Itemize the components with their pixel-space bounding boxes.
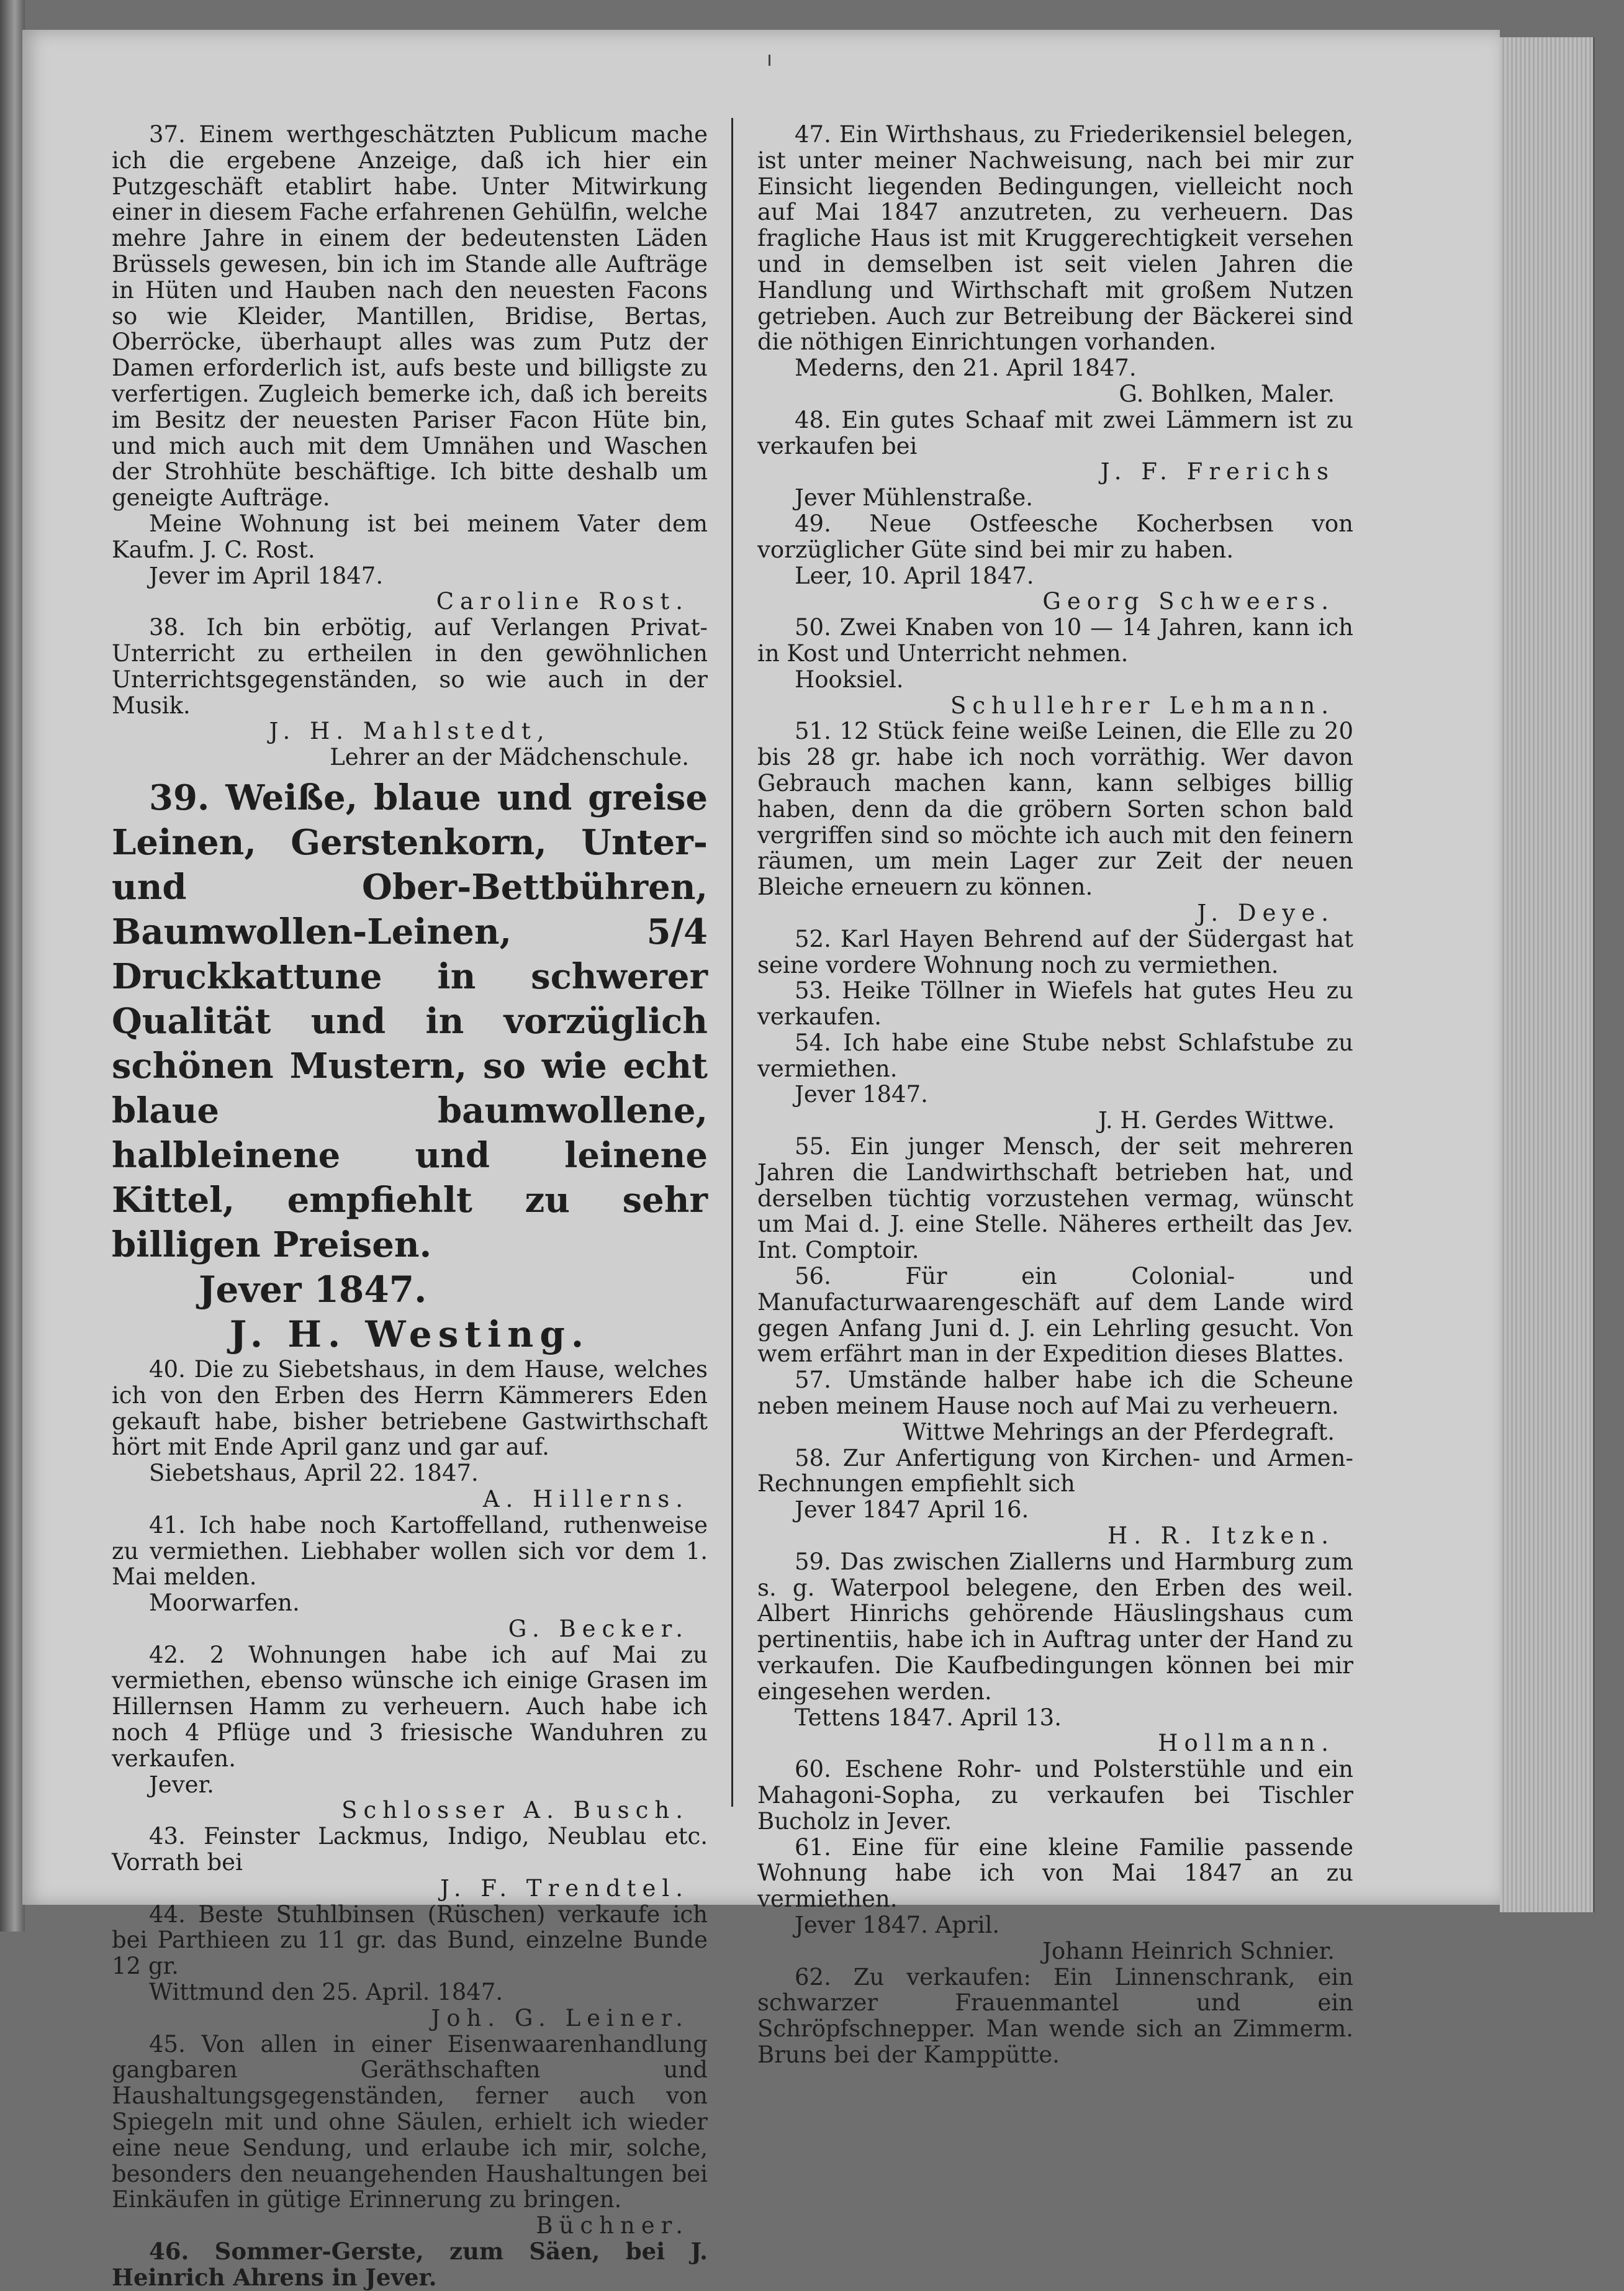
ad-44-place: Wittmund den 25. April. 1847.: [149, 1979, 503, 2006]
left-column: [112, 122, 708, 2291]
ad-46: [112, 2239, 708, 2291]
ad-49-signature: Georg Schweers.: [1042, 588, 1335, 615]
ad-54-signature: J. H. Gerdes Wittwe.: [1098, 1107, 1335, 1134]
ad-48-address: Jever Mühlenstraße.: [795, 484, 1034, 512]
adjacent-page-edge: [0, 0, 25, 1932]
ad-53: [757, 978, 1353, 1030]
ad-42-signature: Schlosser A. Busch.: [341, 1797, 689, 1824]
ad-46-text: 46. Sommer-Gerste, zum Säen, bei J. Heinrich Ahrens in Jever.: [112, 2238, 708, 2291]
ad-41: [112, 1512, 708, 1642]
ad-47-text: 47. Ein Wirthshaus, zu Friederikensiel belegen, ist unter meiner Nachweisung, nach bei mir zur Einsicht liegenden Bedingungen, vielleicht noch auf Mai 1847 anzutreten, zu verheuern. Das fragliche Haus ist mit Kruggerechtigkeit versehen und in demselben ist seit vielen Jahren die Handlung und Wirthschaft mit großem Nutzen getrieben. Auch zur Betreibung der Bäckerei sind die nöthigen Einrichtungen vorhanden.: [757, 121, 1353, 356]
ad-38: [112, 615, 708, 770]
ad-57-text: 57. Umstände halber habe ich die Scheune neben meinem Hause noch auf Mai zu verheuern.: [757, 1367, 1353, 1420]
ad-56: [757, 1263, 1353, 1367]
ad-58-text: 58. Zur Anfertigung von Kirchen- und Armen-Rechnungen empfiehlt sich: [757, 1444, 1353, 1498]
ad-49: [757, 511, 1353, 615]
ad-38-signature-title: Lehrer an der Mädchenschule.: [330, 744, 689, 771]
ad-42-text: 42. 2 Wohnungen habe ich auf Mai zu vermiethen, ebenso wünsche ich einige Grasen im Hillernsen Hamm zu verheuern. Auch habe ich noch 4 Pflüge und 3 friesische Wanduhren zu verkaufen.: [112, 1641, 708, 1772]
right-column: [757, 122, 1353, 2068]
ad-60-text: 60. Eschene Rohr- und Polsterstühle und ein Mahagoni-Sopha, zu verkaufen bei Tischler Bucholz in Jever.: [757, 1756, 1353, 1835]
ad-61-place: Jever 1847. April.: [795, 1911, 1000, 1938]
ad-60: [757, 1756, 1353, 1834]
ad-44-text: 44. Beste Stuhlbinsen (Rüschen) verkaufe ich bei Parthieen zu 11 gr. das Bund, einzelne Bunde 12 gr.: [112, 1900, 708, 1980]
ad-45-signature: Büchner.: [536, 2212, 689, 2239]
ad-37-place: Jever im April 1847.: [149, 562, 384, 589]
ad-54: [757, 1030, 1353, 1134]
ad-57-signature: Wittwe Mehrings an der Pferdegraft.: [903, 1418, 1335, 1445]
ad-61-text: 61. Eine für eine kleine Familie passende Wohnung habe ich von Mai 1847 an zu vermiethen.: [757, 1833, 1353, 1913]
ad-51-text: 51. 12 Stück feine weiße Leinen, die Elle zu 20 bis 28 gr. habe ich noch vorräthig. Wer davon Gebrauch machen kann, kann selbiges billig haben, denn da die gröbern Sorten schon bald vergriffen sind so möchte ich auch mit den feinern räumen, um mein Lager zur Zeit der neuen Bleiche erneuern zu können.: [757, 718, 1353, 901]
ad-43: [112, 1823, 708, 1901]
ad-37: [112, 122, 708, 615]
ad-59: [757, 1549, 1353, 1756]
ad-43-text: 43. Feinster Lackmus, Indigo, Neublau etc. Vorrath bei: [112, 1823, 708, 1876]
ad-37-text: 37. Einem werthgeschätzten Publicum mache ich die ergebene Anzeige, daß ich hier ein Putzgeschäft etablirt habe. Unter Mitwirkung einer in diesem Fache erfahrenen Gehülfin, welche mehre Jahre in einem der bedeutensten Läden Brüssels gewesen, bin ich im Stande alle Aufträge in Hüten und Hauben nach den neuesten Facons so wie Kleider, Mantillen, Bridise, Bertas, Oberröcke, überhaupt alles was zum Putz der Damen erforderlich ist, aufs beste und billigste zu verfertigen. Zugleich bemerke ich, daß ich bereits im Besitz der neuesten Pariser Facon Hüte bin, und mich auch mit dem Umnähen und Waschen der Strohhüte beschäftige. Ich bitte deshalb um geneigte Aufträge.: [112, 121, 708, 512]
ad-49-text: 49. Neue Ostfeesche Kocherbsen von vorzüglicher Güte sind bei mir zu haben.: [757, 510, 1353, 563]
ad-39-place: Jever 1847.: [199, 1268, 427, 1311]
ad-55-text: 55. Ein junger Mensch, der seit mehreren Jahren die Landwirthschaft betrieben hat, und derselben tüchtig vorzustehen vermag, wünscht um Mai d. J. eine Stelle. Näheres ertheilt das Jev. Int. Comptoir.: [757, 1133, 1353, 1264]
ad-54-place: Jever 1847.: [795, 1081, 928, 1108]
ad-55: [757, 1134, 1353, 1263]
ad-47-signature: G. Bohlken, Maler.: [1119, 380, 1335, 407]
ad-49-place: Leer, 10. April 1847.: [795, 562, 1034, 589]
ad-50-place: Hooksiel.: [795, 666, 904, 693]
ad-48: [757, 407, 1353, 511]
ad-58: [757, 1445, 1353, 1549]
page-mark: [769, 55, 770, 66]
ad-48-text: 48. Ein gutes Schaaf mit zwei Lämmern ist zu verkaufen bei: [757, 406, 1353, 459]
ad-45-text: 45. Von allen in einer Eisenwaarenhandlung gangbaren Geräthschaften und Haushaltungsgegenständen, ferner auch von Spiegeln mit und ohne Säulen, erhielt ich wieder eine neue Sendung, und erlaube ich mir, solche, besonders den neuangehenden Haushaltungen bei Einkäufen in gütige Erinnerung zu bringen.: [112, 2030, 708, 2213]
ad-39-text: 39. Weiße, blaue und greise Leinen, Gerstenkorn, Unter- und Ober-Bettbühren, Baumwollen-Leinen, 5/4 Druckkattune in schwerer Qualität und in vorzüglich schönen Mustern, so wie echt blaue baumwollene, halbleinene und leinene Kittel, empfiehlt zu sehr billigen Preisen.: [112, 777, 708, 1265]
ad-44: [112, 1902, 708, 2031]
ad-42: [112, 1642, 708, 1824]
column-divider: [731, 118, 733, 1807]
ad-39-signature: J. H. Westing.: [229, 1313, 590, 1355]
ad-56-text: 56. Für ein Colonial- und Manufacturwaarengeschäft auf dem Lande wird gegen Anfang Juni d. J. ein Lehrling gesucht. Von wem erfährt man in der Expedition dieses Blattes.: [757, 1263, 1353, 1368]
ad-41-text: 41. Ich habe noch Kartoffelland, ruthenweise zu vermiethen. Liebhaber wollen sich vor dem 1. Mai melden.: [112, 1511, 708, 1591]
ad-47: [757, 122, 1353, 407]
ad-52: [757, 926, 1353, 978]
ad-41-signature: G. Becker.: [508, 1615, 689, 1642]
ad-59-place: Tettens 1847. April 13.: [795, 1704, 1062, 1731]
ad-37-address: Meine Wohnung ist bei meinem Vater dem Kaufm. J. C. Rost.: [112, 510, 708, 563]
ad-54-text: 54. Ich habe eine Stube nebst Schlafstube zu vermiethen.: [757, 1029, 1353, 1082]
ad-43-signature: J. F. Trendtel.: [440, 1874, 689, 1902]
ad-39: [112, 775, 708, 1357]
ad-38-text: 38. Ich bin erbötig, auf Verlangen Privat-Unterricht zu ertheilen in den gewöhnlichen Unterrichtsgegenständen, so wie auch in der Musik.: [112, 614, 708, 719]
ad-40-text: 40. Die zu Siebetshaus, in dem Hause, welches ich von den Erben des Herrn Kämmerers Eden gekauft habe, bisher betriebene Gastwirthschaft hört mit Ende April ganz und gar auf.: [112, 1355, 708, 1461]
ad-53-text: 53. Heike Töllner in Wiefels hat gutes Heu zu verkaufen.: [757, 977, 1353, 1031]
ad-37-signature: Caroline Rost.: [436, 588, 689, 615]
ad-51-signature: J. Deye.: [1197, 899, 1335, 926]
ad-44-signature: Joh. G. Leiner.: [431, 2004, 689, 2031]
ad-59-text: 59. Das zwischen Ziallerns und Harmburg zum s. g. Waterpool belegene, den Erben des weil. Albert Hinrichs gehörende Häuslingshaus cum pertinentiis, habe ich in Auftrag unter der Hand zu verkaufen. Die Kaufbedingungen können bei mir eingesehen werden.: [757, 1548, 1353, 1705]
ad-58-place: Jever 1847 April 16.: [795, 1496, 1029, 1524]
ad-58-signature: H. R. Itzken.: [1107, 1522, 1335, 1550]
ad-50-text: 50. Zwei Knaben von 10 — 14 Jahren, kann ich in Kost und Unterricht nehmen.: [757, 614, 1353, 667]
ad-40-signature: A. Hillerns.: [482, 1485, 689, 1512]
ad-57: [757, 1367, 1353, 1445]
ad-59-signature: Hollmann.: [1158, 1730, 1335, 1757]
ad-62-text: 62. Zu verkaufen: Ein Linnenschrank, ein schwarzer Frauenmantel und ein Schröpfschnepper. Man wende sich an Zimmerm. Bruns bei der Kamppütte.: [757, 1963, 1353, 2068]
ad-38-signature: J. H. Mahlstedt,: [269, 718, 551, 745]
ad-42-place: Jever.: [149, 1771, 214, 1798]
ad-40: [112, 1357, 708, 1512]
ad-41-place: Moorwarfen.: [149, 1589, 300, 1617]
ad-61-signature: Johann Heinrich Schnier.: [1042, 1937, 1335, 1964]
ad-48-signature: J. F. Frerichs: [1100, 458, 1335, 486]
ad-61: [757, 1835, 1353, 1964]
ad-50: [757, 615, 1353, 718]
ad-62: [757, 1964, 1353, 2068]
ad-51: [757, 718, 1353, 926]
ad-50-signature: Schullehrer Lehmann.: [950, 692, 1335, 719]
page-stack-edge: [1500, 37, 1595, 1912]
ad-47-place: Mederns, den 21. April 1847.: [795, 355, 1137, 382]
ad-40-place: Siebetshaus, April 22. 1847.: [149, 1460, 479, 1487]
ad-52-text: 52. Karl Hayen Behrend auf der Südergast hat seine vordere Wohnung noch zu vermiethen.: [757, 925, 1353, 978]
ad-45: [112, 2031, 708, 2239]
